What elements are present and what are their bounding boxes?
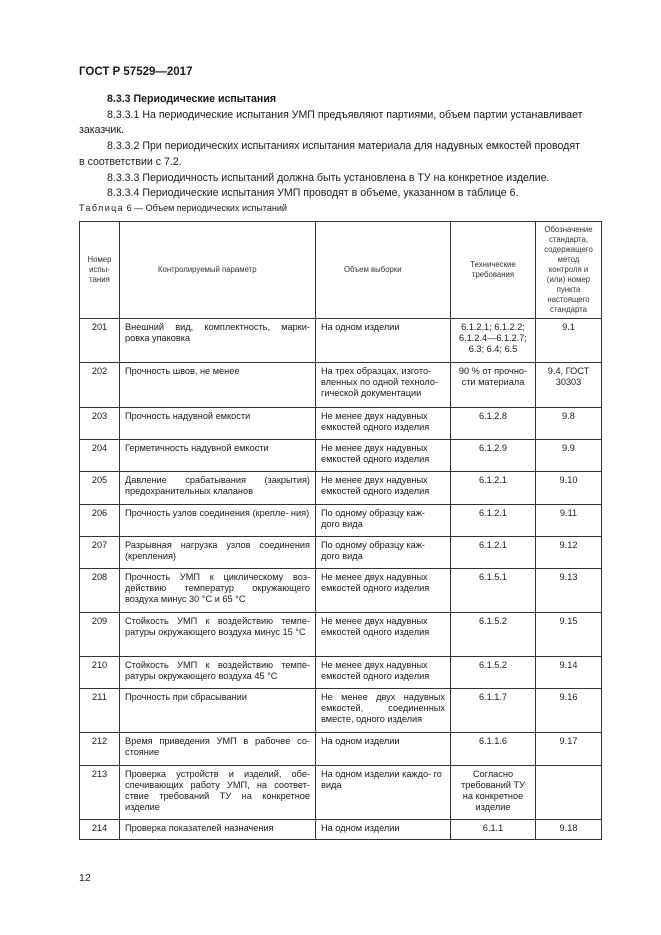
cell-requirements: 6.1.2.1: [451, 472, 536, 505]
cell-requirements: 90 % от прочно- сти материала: [451, 363, 536, 408]
cell-volume: Не менее двух надувных емкостей одного изделия: [316, 440, 451, 472]
cell-reference: 9.13: [536, 569, 602, 613]
paragraph: 8.3.3.4 Периодические испытания УМП проводят в объеме, указанном в таблице 6.: [107, 187, 519, 200]
table-row: [80, 440, 602, 472]
cell-volume: По одному образцу каж- дого вида: [316, 537, 451, 569]
cell-num: 204: [80, 440, 120, 472]
cell-param: Прочность узлов соединения (крепле- ния): [120, 505, 316, 537]
cell-reference: 9.18: [536, 820, 602, 840]
table-row: [80, 820, 602, 840]
cell-requirements: 6.1.2.1: [451, 537, 536, 569]
cell-num: 213: [80, 766, 120, 820]
cell-reference: 9.1: [536, 319, 602, 363]
cell-param: Прочность швов, не менее: [120, 363, 316, 408]
cell-reference: 9.15: [536, 613, 602, 657]
cell-volume: На одном изделии: [316, 319, 451, 363]
cell-reference: 9.12: [536, 537, 602, 569]
cell-num: 203: [80, 408, 120, 440]
cell-param: Прочность надувной емкости: [120, 408, 316, 440]
cell-volume: Не менее двух надувных емкостей одного изделия: [316, 657, 451, 689]
cell-param: Стойкость УМП к воздействию темпе- ратуры окружающего воздуха 45 °C: [120, 657, 316, 689]
paragraph: 8.3.3.1 На периодические испытания УМП предъявляют партиями, объем партии устанавливает заказчик.: [79, 108, 583, 137]
cell-requirements: 6.1.2.9: [451, 440, 536, 472]
cell-reference: 9.14: [536, 657, 602, 689]
cell-num: 205: [80, 472, 120, 505]
cell-volume: Не менее двух надувных емкостей одного изделия: [316, 569, 451, 613]
cell-reference: 9.11: [536, 505, 602, 537]
table-row: [80, 569, 602, 613]
header-reference: Обозначение стандарта, содержащего метод контроля и (или) номер пункта настоящего стандарта: [536, 222, 602, 319]
table-row: [80, 408, 602, 440]
table-row: [80, 733, 602, 766]
cell-num: 212: [80, 733, 120, 766]
cell-num: 211: [80, 689, 120, 733]
cell-volume: Не менее двух надувных емкостей одного изделия: [316, 408, 451, 440]
table-row: [80, 472, 602, 505]
cell-volume: На одном изделии: [316, 733, 451, 766]
cell-requirements: 6.1.2.1: [451, 505, 536, 537]
cell-volume: На одном изделии каждо- го вида: [316, 766, 451, 820]
cell-num: 210: [80, 657, 120, 689]
cell-requirements: Согласно требований ТУ на конкретное изделие: [451, 766, 536, 820]
document-header: ГОСТ Р 57529—2017: [79, 66, 193, 78]
cell-param: Стойкость УМП к воздействию темпе- ратуры окружающего воздуха минус 15 °C: [120, 613, 316, 657]
paragraph: 8.3.3.2 При периодических испытаниях испытания материала для надувных емкостей проводят в соответствии с 7.2.: [79, 140, 580, 168]
cell-num: 208: [80, 569, 120, 613]
table-row: [80, 363, 602, 408]
header-num: Номер испы- тания: [80, 222, 120, 319]
cell-reference: 9.16: [536, 689, 602, 733]
cell-volume: По одному образцу каж- дого вида: [316, 505, 451, 537]
cell-param: Проверка показателей назначения: [120, 820, 316, 840]
cell-param: Время приведения УМП в рабочее со- стояние: [120, 733, 316, 766]
cell-param: Внешний вид, комплектность, марки- ровка упаковка: [120, 319, 316, 363]
cell-param: Прочность УМП к циклическому воз- действию температур окружающего воздуха минус 30 °C и 65 °C: [120, 569, 316, 613]
table-caption-label: Таблица: [79, 203, 125, 213]
cell-num: 209: [80, 613, 120, 657]
cell-reference: 9.9: [536, 440, 602, 472]
cell-volume: На трех образцах, изгото- вленных по одной техноло- гической документации: [316, 363, 451, 408]
cell-num: 206: [80, 505, 120, 537]
cell-requirements: 6.1.1.6: [451, 733, 536, 766]
cell-requirements: 6.1.5.2: [451, 657, 536, 689]
header-param: Контролируемый параметр: [120, 222, 316, 319]
cell-num: 207: [80, 537, 120, 569]
table-row: [80, 689, 602, 733]
cell-param: Разрывная нагрузка узлов соединения (крепления): [120, 537, 316, 569]
cell-volume: Не менее двух надувных емкостей, соединенных вместе, одного изделия: [316, 689, 451, 733]
cell-reference: 9.8: [536, 408, 602, 440]
cell-param: Проверка устройств и изделий, обе- спечивающих работу УМП, на соответ- ствие требований ТУ на конкретное изделие: [120, 766, 316, 820]
cell-requirements: 6.1.1.7: [451, 689, 536, 733]
cell-volume: Не менее двух надувных емкостей одного изделия: [316, 613, 451, 657]
table-caption-text: 6 — Объем периодических испытаний: [126, 203, 287, 213]
cell-requirements: 6.1.5.1: [451, 569, 536, 613]
table-header-row: [80, 222, 602, 319]
page-number: 12: [79, 872, 91, 884]
cell-reference: [536, 766, 602, 820]
table-row: [80, 319, 602, 363]
table-row: [80, 657, 602, 689]
cell-num: 201: [80, 319, 120, 363]
table-row: [80, 505, 602, 537]
cell-reference: 9.4, ГОСТ 30303: [536, 363, 602, 408]
cell-volume: На одном изделии: [316, 820, 451, 840]
table-row: [80, 537, 602, 569]
cell-requirements: 6.1.1: [451, 820, 536, 840]
cell-param: Герметичность надувной емкости: [120, 440, 316, 472]
cell-reference: 9.17: [536, 733, 602, 766]
cell-volume: Не менее двух надувных емкостей одного изделия: [316, 472, 451, 505]
cell-param: Прочность при сбрасывании: [120, 689, 316, 733]
table-row: [80, 613, 602, 657]
header-volume: Объем выборки: [316, 222, 451, 319]
section-8-3-3: [79, 92, 587, 202]
cell-requirements: 6.1.2.1; 6.1.2.2; 6.1.2.4—6.1.2.7; 6.3; 6.4; 6.5: [451, 319, 536, 363]
cell-requirements: 6.1.2.8: [451, 408, 536, 440]
table-caption: [79, 203, 287, 213]
periodic-tests-table: [79, 221, 602, 840]
table-row: [80, 766, 602, 820]
cell-num: 214: [80, 820, 120, 840]
cell-param: Давление срабатывания (закрытия) предохранительных клапанов: [120, 472, 316, 505]
cell-reference: 9.10: [536, 472, 602, 505]
header-requirements: Технические требования: [451, 222, 536, 319]
section-heading: 8.3.3 Периодические испытания: [107, 93, 277, 105]
paragraph: 8.3.3.3 Периодичность испытаний должна быть установлена в ТУ на конкретное изделие.: [107, 171, 550, 184]
cell-requirements: 6.1.5.2: [451, 613, 536, 657]
cell-num: 202: [80, 363, 120, 408]
